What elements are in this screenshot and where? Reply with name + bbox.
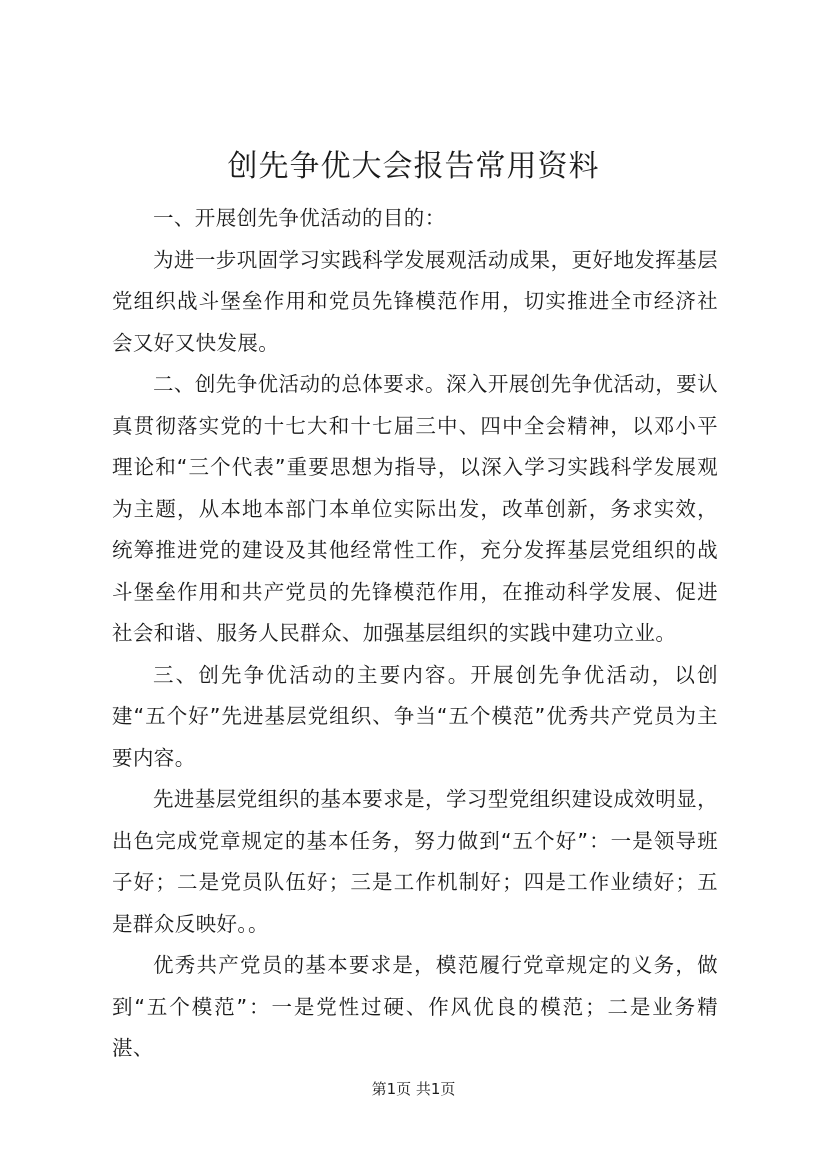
paragraph-advanced-organization: 先进基层党组织的基本要求是，学习型党组织建设成效明显，出色完成党章规定的基本任务，努力做到“五个好”：一是领导班子好；二是党员队伍好；三是工作机制好；四是工作业绩好；五是群众反映好。。 — [112, 787, 718, 936]
page-number-footer: 第1页 共1页 — [371, 1080, 456, 1098]
document-title: 创先争优大会报告常用资料 — [227, 149, 600, 184]
paragraph-main-content: 三、创先争优活动的主要内容。开展创先争优活动，以创建“五个好”先进基层党组织、争当“五个模范”优秀共产党员为主要内容。 — [112, 662, 718, 770]
document-body — [112, 198, 718, 1070]
paragraph-overall-requirements: 二、创先争优活动的总体要求。深入开展创先争优活动，要认真贯彻落实党的十七大和十七届三中、四中全会精神，以邓小平理论和“三个代表”重要思想为指导，以深入学习实践科学发展观为主题，从本地本部门本单位实际出发，改革创新，务求实效，统筹推进党的建设及其他经常性工作，充分发挥基层党组织的战斗堡垒作用和共产党员的先锋模范作用，在推动科学发展、促进社会和谐、服务人民群众、加强基层组织的实践中建功立业。 — [112, 372, 718, 645]
paragraph-purpose: 为进一步巩固学习实践科学发展观活动成果，更好地发挥基层党组织战斗堡垒作用和党员先锋模范作用，切实推进全市经济社会又好又快发展。 — [112, 247, 718, 355]
paragraph-excellent-member: 优秀共产党员的基本要求是，模范履行党章规定的义务，做到“五个模范”：一是党性过硬、作风优良的模范；二是业务精湛、 — [112, 953, 718, 1060]
paragraph-purpose-heading: 一、开展创先争优活动的目的： — [153, 206, 446, 230]
